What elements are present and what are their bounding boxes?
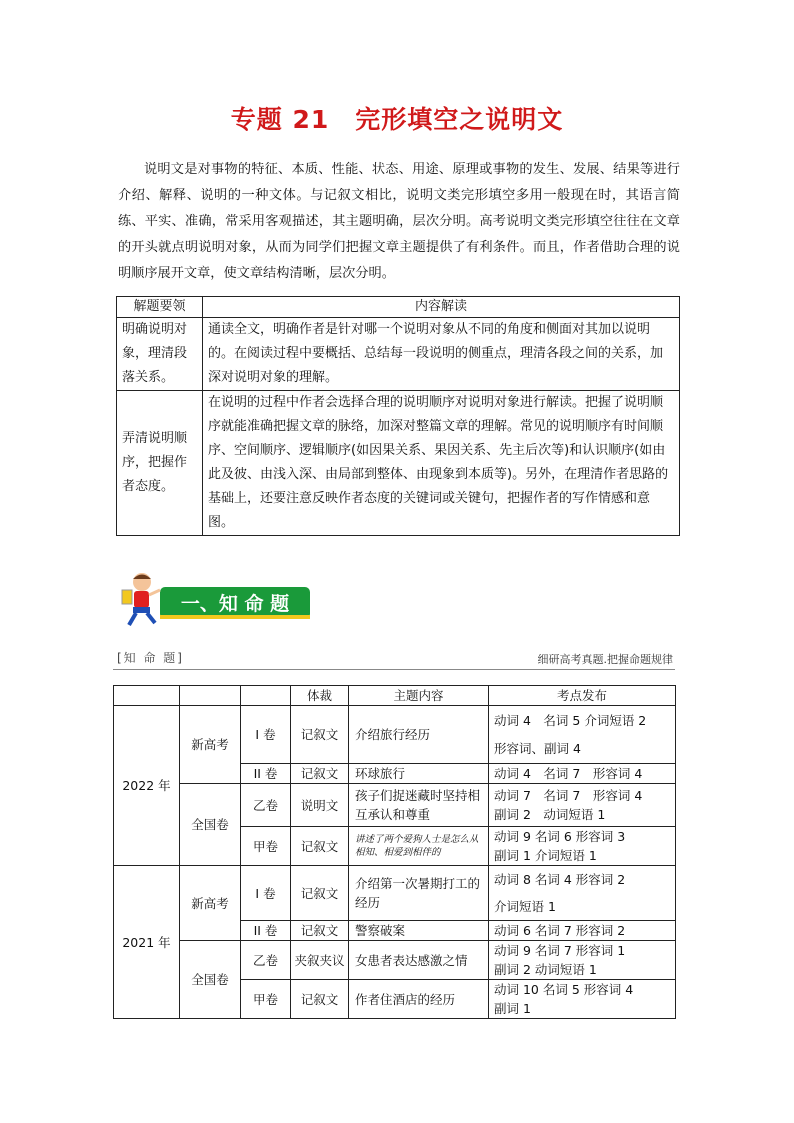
paper-cell: II 卷 [241, 921, 291, 941]
paper-cell: 甲卷 [241, 827, 291, 866]
topic-cell: 介绍第一次暑期打工的经历 [349, 866, 489, 921]
header-points: 考点发布 [489, 686, 676, 706]
exam-table [113, 685, 676, 1019]
method-header-content: 内容解读 [203, 297, 680, 318]
topic-cell: 女患者表达感激之情 [349, 941, 489, 980]
table-row [114, 706, 676, 764]
method-key: 明确说明对象，理清段落关系。 [117, 318, 203, 391]
page-title: 专题 21 完形填空之说明文 [230, 105, 564, 134]
table-row [114, 941, 676, 980]
genre-cell: 夹叙夹议 [291, 941, 349, 980]
topic-cell: 孩子们捉迷藏时坚持相互承认和尊重 [349, 784, 489, 827]
points-cell: 动词 7 名词 7 形容词 4 副词 2 动词短语 1 [489, 784, 676, 827]
region-cell: 全国卷 [180, 784, 241, 866]
header-topic: 主题内容 [349, 686, 489, 706]
region-cell: 新高考 [180, 706, 241, 784]
method-content: 通读全文，明确作者是针对哪一个说明对象从不同的角度和侧面对其加以说明的。在阅读过程中要概括、总结每一段说明的侧重点，理清各段之间的关系，加深对说明对象的理解。 [203, 318, 680, 391]
banner-accent [160, 615, 310, 619]
points-cell: 动词 9 名词 7 形容词 1 副词 2 动词短语 1 [489, 941, 676, 980]
points-cell: 动词 4 名词 5 介词短语 2 形容词、副词 4 [489, 706, 676, 764]
points-cell: 动词 6 名词 7 形容词 2 [489, 921, 676, 941]
running-boy-icon [122, 573, 160, 625]
genre-cell: 记叙文 [291, 706, 349, 764]
paper-cell: I 卷 [241, 706, 291, 764]
subheader-tagline: 细研高考真题.把握命题规律 [537, 653, 673, 666]
paper-cell: 乙卷 [241, 941, 291, 980]
section-subheader [113, 647, 675, 670]
year-cell: 2021 年 [114, 866, 180, 1019]
paper-cell: 乙卷 [241, 784, 291, 827]
exam-table-header [114, 686, 676, 706]
method-content: 在说明的过程中作者会选择合理的说明顺序对说明对象进行解读。把握了说明顺序就能准确把握文章的脉络，加深对整篇文章的理解。常见的说明顺序有时间顺序、空间顺序、逻辑顺序(如因果关系、果因关系、先主后次等)和认识顺序(如由此及彼、由浅入深、由局部到整体、由现象到本质等)。另外，在理清作者思路的基础上，还要注意反映作者态度的关键词或关键句，把握作者的写作情感和意图。 [203, 391, 680, 536]
topic-cell: 警察破案 [349, 921, 489, 941]
paper-cell: I 卷 [241, 866, 291, 921]
year-cell: 2022 年 [114, 706, 180, 866]
genre-cell: 记叙文 [291, 866, 349, 921]
header-genre: 体裁 [291, 686, 349, 706]
topic-cell: 讲述了两个爱狗人士是怎么从相知、相爱到相伴的 [349, 827, 489, 866]
region-cell: 全国卷 [180, 941, 241, 1019]
points-cell: 动词 8 名词 4 形容词 2 介词短语 1 [489, 866, 676, 921]
method-key: 弄清说明顺序，把握作者态度。 [117, 391, 203, 536]
method-header-key: 解题要领 [117, 297, 203, 318]
points-cell: 动词 9 名词 6 形容词 3 副词 1 介词短语 1 [489, 827, 676, 866]
paper-cell: 甲卷 [241, 980, 291, 1019]
points-cell: 动词 4 名词 7 形容词 4 [489, 764, 676, 784]
intro-paragraph: 说明文是对事物的特征、本质、性能、状态、用途、原理或事物的发生、发展、结果等进行介绍、解释、说明的一种文体。与记叙文相比，说明文类完形填空多用一般现在时，其语言简练、平实、准确，常采用客观描述，其主题明确，层次分明。高考说明文类完形填空往往在文章的开头就点明说明对象，从而为同学们把握文章主题提供了有利条件。而且，作者借助合理的说明顺序展开文章，使文章结构清晰，层次分明。 [118, 162, 680, 281]
section-banner [120, 570, 315, 630]
banner-title: 一、知 命 题 [180, 593, 290, 615]
genre-cell: 说明文 [291, 784, 349, 827]
genre-cell: 记叙文 [291, 764, 349, 784]
topic-cell: 介绍旅行经历 [349, 706, 489, 764]
table-row [114, 784, 676, 827]
genre-cell: 记叙文 [291, 980, 349, 1019]
genre-cell: 记叙文 [291, 921, 349, 941]
table-row [114, 866, 676, 921]
topic-cell: 环球旅行 [349, 764, 489, 784]
method-table [116, 296, 680, 536]
subheader-label: [知 命 题] [117, 651, 184, 665]
paper-cell: II 卷 [241, 764, 291, 784]
table-row [117, 391, 680, 536]
points-cell: 动词 10 名词 5 形容词 4 副词 1 [489, 980, 676, 1019]
table-row [117, 318, 680, 391]
genre-cell: 记叙文 [291, 827, 349, 866]
topic-cell: 作者住酒店的经历 [349, 980, 489, 1019]
region-cell: 新高考 [180, 866, 241, 941]
method-table-header [117, 297, 680, 318]
